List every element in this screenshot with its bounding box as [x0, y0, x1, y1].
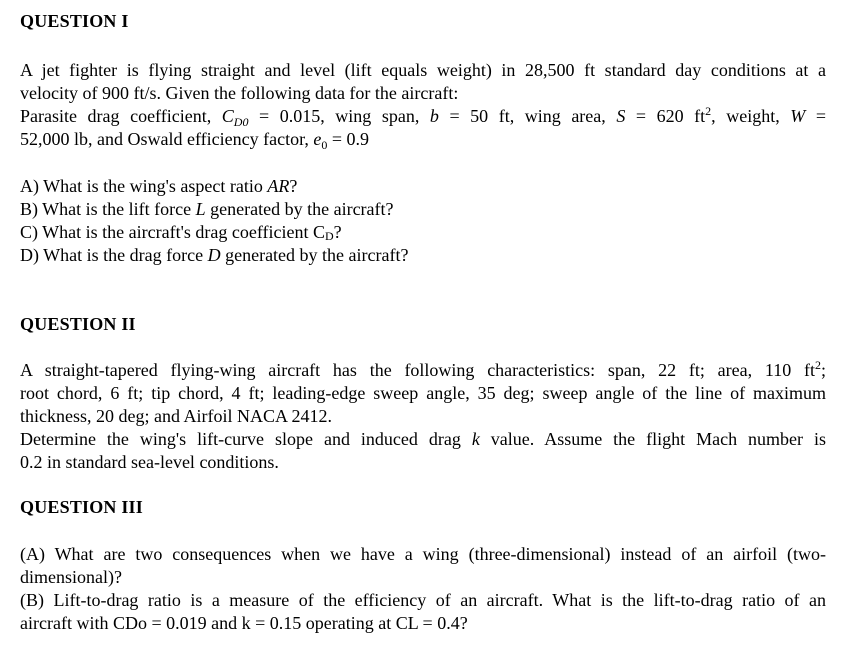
q1-data-line-1: Parasite drag coefficient, $C_{D0} = 0.015$, wing span, b = 50 ft, wing area, S = 620 $ft^2$, weight, W =	[20, 104, 826, 129]
q1-part-a: A) What is the wing's aspect ratio AR?	[20, 176, 298, 196]
question-1-subquestions	[20, 175, 826, 267]
question-3-heading: QUESTION III	[20, 497, 143, 517]
question-2-heading: QUESTION II	[20, 314, 136, 334]
q1-part-d: D) What is the drag force D generated by the aircraft?	[20, 245, 409, 265]
question-3-problem	[20, 543, 826, 635]
q1-intro-line-1: A jet fighter is flying straight and level (lift equals weight) in 28,500 ft standard day conditions at a	[20, 60, 826, 80]
q2-line-4: Determine the wing's lift-curve slope and induced drag k value. Assume the flight Mach number is	[20, 429, 826, 449]
q1-part-b: B) What is the lift force L generated by the aircraft?	[20, 199, 394, 219]
q2-line-3: thickness, 20 deg; and Airfoil NACA 2412.	[20, 406, 332, 426]
q1-data-line-2: 52,000 lb, and Oswald efficiency factor, $e_0 = 0.9$	[20, 129, 370, 152]
q3-line-2: dimensional)?	[20, 567, 122, 587]
q2-line-5: 0.2 in standard sea-level conditions.	[20, 452, 279, 472]
q2-line-1: A straight-tapered flying-wing aircraft has the following characteristics: span, 22 ft; area, 110 $ft^2$;	[20, 358, 826, 380]
q3-line-3: (B) Lift-to-drag ratio is a measure of the efficiency of an aircraft. What is the lift-to-drag ratio of an	[20, 590, 826, 610]
q1-intro-line-2: velocity of 900 ft/s. Given the following data for the aircraft:	[20, 83, 459, 103]
q1-part-c: C) What is the aircraft's drag coefficient $C_D$?	[20, 222, 342, 243]
q2-line-2: root chord, 6 ft; tip chord, 4 ft; leading-edge sweep angle, 35 deg; sweep angle of the line of maximum	[20, 383, 826, 403]
q3-line-1: (A) What are two consequences when we have a wing (three-dimensional) instead of an airfoil (two-	[20, 544, 826, 564]
question-2-problem	[20, 359, 826, 474]
q3-line-4: aircraft with CDo = 0.019 and k = 0.15 operating at CL = 0.4?	[20, 613, 468, 633]
question-1-problem	[20, 59, 826, 151]
question-1-heading: QUESTION I	[20, 11, 129, 31]
